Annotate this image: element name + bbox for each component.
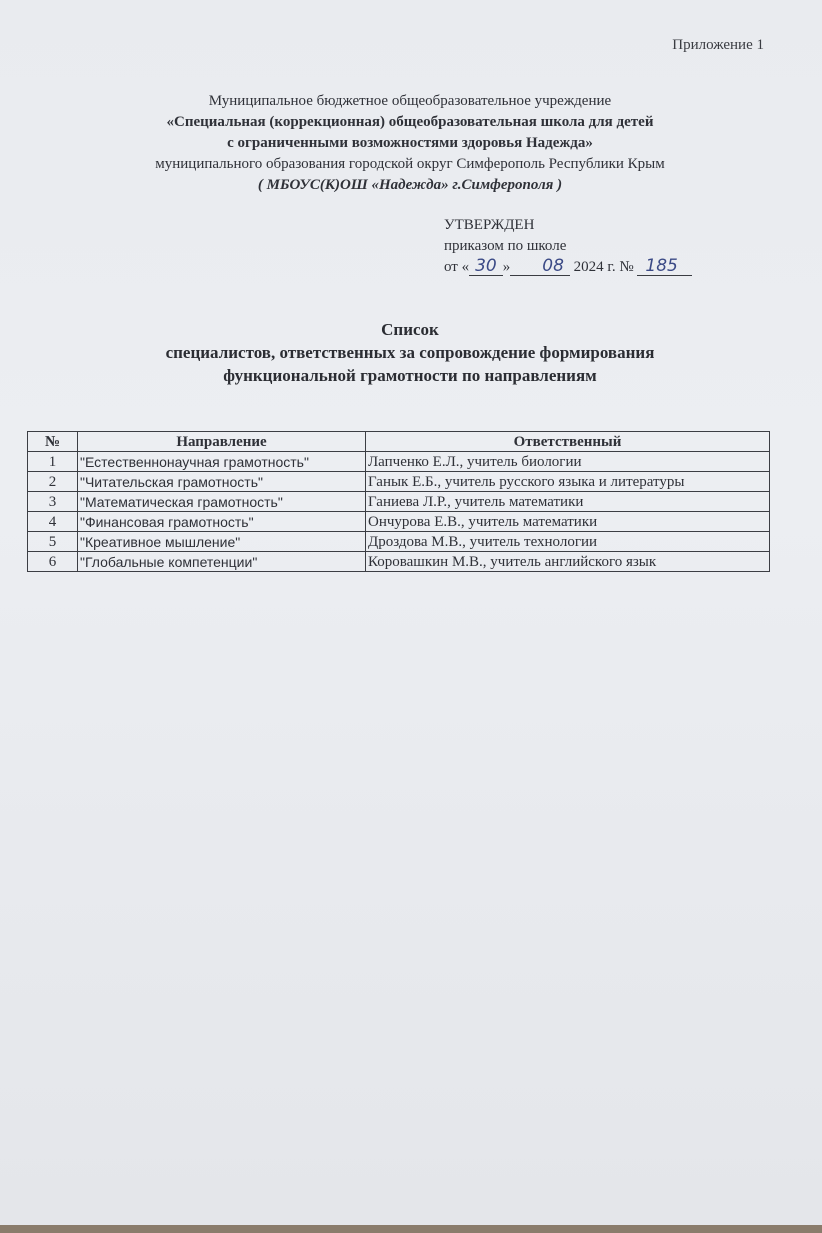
row-direction: "Математическая грамотность" — [78, 492, 366, 512]
row-direction: "Естественнонаучная грамотность" — [78, 452, 366, 472]
row-responsible: Дроздова М.В., учитель технологии — [366, 532, 770, 552]
table-row — [28, 492, 770, 512]
approval-title: УТВЕРЖДЕН — [444, 217, 535, 233]
row-responsible: Ончурова Е.В., учитель математики — [366, 512, 770, 532]
document-title — [60, 318, 760, 387]
title-line-2: специалистов, ответственных за сопровождение формирования — [165, 343, 655, 362]
approval-by: приказом по школе — [444, 238, 567, 254]
table-row — [28, 512, 770, 532]
header-direction: Направление — [78, 432, 366, 452]
row-direction: "Читательская грамотность" — [78, 472, 366, 492]
title-line-3: функциональной грамотности по направлениям — [223, 366, 597, 385]
row-responsible: Коровашкин М.В., учитель английского язык — [366, 552, 770, 572]
approval-month-handwritten: 08 — [510, 258, 570, 276]
header-num: № — [28, 432, 78, 452]
specialists-table — [27, 431, 770, 572]
table-row — [28, 452, 770, 472]
approval-block — [444, 215, 692, 278]
appendix-label: Приложение 1 — [672, 37, 764, 53]
row-num: 6 — [28, 552, 78, 572]
title-line-1: Список — [381, 320, 439, 339]
header-line-1: Муниципальное бюджетное общеобразовательное учреждение — [208, 93, 612, 109]
header-line-3: с ограниченными возможностями здоровья Надежда» — [227, 135, 593, 151]
header-line-5: ( МБОУС(К)ОШ «Надежда» г.Симферополя ) — [257, 177, 563, 193]
header-line-2: «Специальная (коррекционная) общеобразовательная школа для детей — [166, 114, 654, 130]
row-responsible: Лапченко Е.Л., учитель биологии — [366, 452, 770, 472]
row-num: 2 — [28, 472, 78, 492]
row-direction: "Глобальные компетенции" — [78, 552, 366, 572]
row-num: 3 — [28, 492, 78, 512]
approval-from-prefix: от « — [444, 259, 470, 275]
row-num: 4 — [28, 512, 78, 532]
table-surface-edge — [0, 1225, 822, 1233]
approval-date-line — [444, 257, 692, 278]
row-direction: "Креативное мышление" — [78, 532, 366, 552]
table-row — [28, 532, 770, 552]
row-responsible: Ганиева Л.Р., учитель математики — [366, 492, 770, 512]
organization-header — [60, 91, 760, 196]
row-direction: "Финансовая грамотность" — [78, 512, 366, 532]
approval-order-number-handwritten: 185 — [637, 258, 691, 276]
table-header-row — [28, 432, 770, 452]
row-responsible: Ганык Е.Б., учитель русского языка и литературы — [366, 472, 770, 492]
row-num: 1 — [28, 452, 78, 472]
table-row — [28, 472, 770, 492]
table-row — [28, 552, 770, 572]
approval-year-text: 2024 г. № — [573, 259, 634, 275]
row-num: 5 — [28, 532, 78, 552]
header-responsible: Ответственный — [366, 432, 770, 452]
approval-day-handwritten: 30 — [469, 258, 503, 276]
approval-quote-close: » — [502, 259, 511, 275]
header-line-4: муниципального образования городской округ Симферополь Республики Крым — [155, 156, 665, 172]
